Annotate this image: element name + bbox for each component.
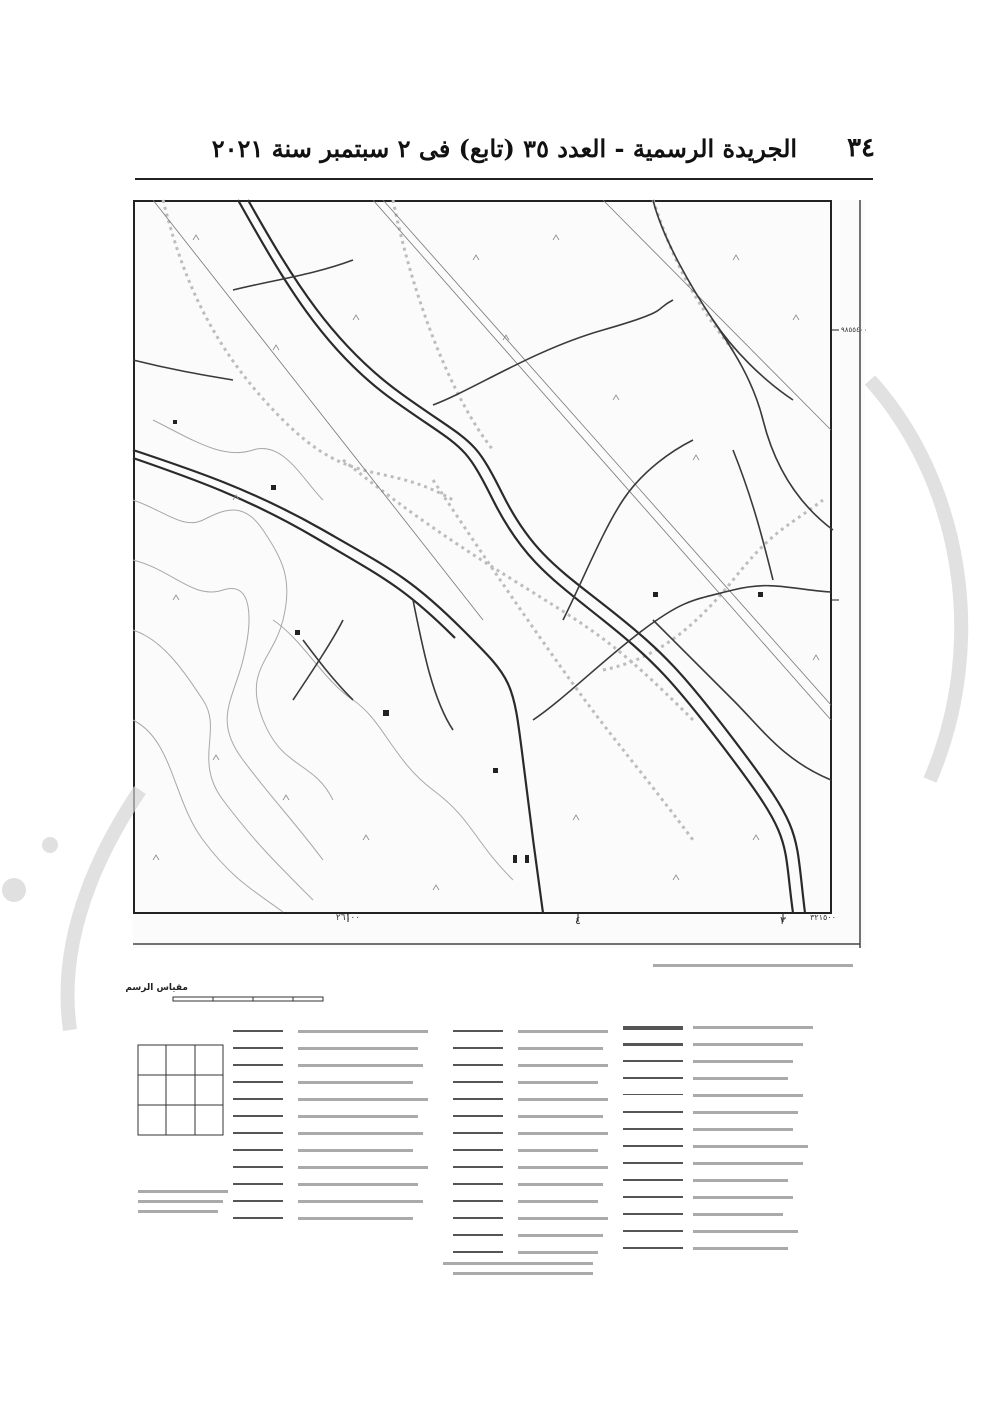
gazette-title: الجريدة الرسمية - العدد ٣٥ (تابع) فى ٢ سبتمبر سنة ٢٠٢١ bbox=[211, 133, 798, 163]
adjacent-sheets-grid bbox=[138, 1045, 223, 1135]
legend-col-2 bbox=[453, 1030, 608, 1254]
bottom-coord-4: ٣٢١٥٠٠ bbox=[810, 913, 836, 922]
scale-bar bbox=[173, 997, 323, 1001]
bottom-coord-3: ٣ bbox=[780, 914, 786, 927]
page-number: ٣٤ bbox=[847, 133, 875, 163]
header-rule bbox=[135, 178, 873, 180]
legend-col-3 bbox=[233, 1030, 428, 1220]
map-legend bbox=[125, 950, 865, 1302]
page-header bbox=[135, 128, 875, 168]
legend-col-1 bbox=[623, 1026, 813, 1250]
bottom-coord-1: ٢٦١٠٠ bbox=[335, 913, 361, 923]
legend-notes bbox=[138, 964, 853, 1275]
bottom-coord-2: ٤ bbox=[575, 914, 581, 927]
topographic-map bbox=[133, 200, 868, 948]
scale-title: مقياس الرسم bbox=[125, 983, 188, 993]
right-coord-1: ٩٨٥٥٤٠٠ bbox=[841, 326, 868, 334]
